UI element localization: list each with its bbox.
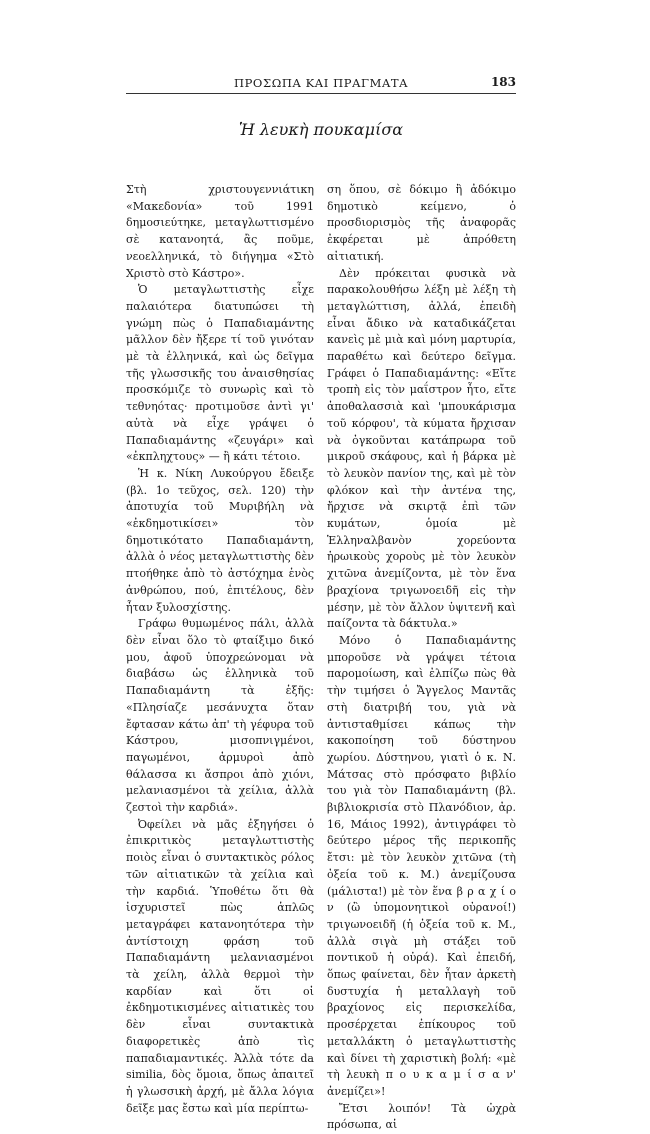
- paragraph: Ἡ κ. Νίκη Λυκούργου ἔδειξε (βλ. 1ο τεῦχος, σελ. 120) τὴν ἀποτυχία τοῦ Μυριβήλη νὰ «ἐκδημοτικίσει» τὸν δημοτικότατο Παπαδιαμάντη, ἀλλὰ ὁ νέος μεταγλωττιστὴς δὲν πτοήθηκε ἀπὸ τὸ ἀστόχημα ἑνὸς ἀνθρώπου, πού, ἐπιτέλους, δὲν ἦταν ξυλοσχίστης.: [126, 466, 314, 614]
- left-column: [126, 182, 314, 1117]
- paragraph: ση ὅπου, σὲ δόκιμο ἢ ἀδόκιμο δημοτικὸ κείμενο, ὁ προσδιορισμὸς τῆς ἀναφορᾶς ἐκφέρεται μὲ ἀπρόθετη αἰτιατική.: [327, 183, 516, 263]
- paragraph: Δὲν πρόκειται φυσικὰ νὰ παρακολουθήσω λέξη μὲ λέξη τὴ μεταγλώττιση, ἀλλά, ἐπειδὴ εἶναι ἄδικο νὰ καταδικάζεται κανεὶς μὲ μιὰ καὶ μόνη μαρτυρία, παραθέτω καὶ δεύτερο δεῖγμα. Γράφει ὁ Παπαδιαμάντης: «Εἴτε τροπὴ εἰς τὸν μαΐστρον ἦτο, εἴτε ἀποθαλασσιὰ καὶ 'μπουκάρισμα τοῦ κόρφου', τὰ κύματα ἤρχισαν νὰ ὀγκοῦνται κατάπρωρα τοῦ μικροῦ σκάφους, καὶ ἡ βάρκα μὲ τὸ λευκὸν πανίον της, καὶ μὲ τὸν φλόκον καὶ τὴν ἀντένα της, ἤρχισε νὰ σκιρτᾷ ἐπὶ τῶν κυμάτων, ὁμοία μὲ Ἑλληναλβανὸν χορεύοντα ἡρωικοὺς χοροὺς μὲ τὸν λευκὸν χιτῶνα ἀνεμίζοντα, μὲ τὸν ἕνα βραχίονα τριγωνοειδῆ εἰς τὴν μέσην, μὲ τὸν ἄλλον ὑψιτενῆ καὶ παίζοντα τὰ δάκτυλα.»: [327, 266, 516, 631]
- running-header: [126, 72, 516, 94]
- paragraph: Μόνο ὁ Παπαδιαμάντης μποροῦσε νὰ γράψει τέτοια παρομοίωση, καὶ ἐλπίζω πὼς θὰ τὴν τιμήσει ὁ Ἄγγελος Μαντᾶς στὴ διατριβή του, γιὰ νὰ ἀντισταθμίσει κάπως τὴν κακοποίηση τοῦ δύστηνου χωρίου. Δύστηνου, γιατὶ ὁ κ. Ν. Μάτσας στὸ πρόσφατο βιβλίο του γιὰ τὸν Παπαδιαμάντη (βλ. βιβλιοκρισία στὸ Πλανόδιον, ἀρ. 16, Μάιος 1992), ἀντιγράφει τὸ δεύτερο μέρος τῆς περικοπῆς ἔτσι: μὲ τὸν λευκὸν χιτῶνα (τὴ ὀξεία τοῦ κ. Μ.) ἀνεμίζουσα (μάλιστα!) μὲ τὸν ἕνα β ρ α χ ί ο ν (ὢ ὑπομονητικοὶ οὐρανοί!) τριγωνοειδῆ (ἡ ὀξεία τοῦ κ. Μ., ἀλλὰ σιγὰ μὴ στάξει τοῦ ποντικοῦ ἡ οὐρά). Καὶ ἐπειδή, ὅπως φαίνεται, δὲν ἦταν ἀρκετὴ δυστυχία ἡ μεταλλαγὴ τοῦ βραχίονος εἰς περισκελίδα, προσέρχεται ἐπίκουρος τοῦ μεταλλάκτη ὁ μεταγλωττιστὴς καὶ δίνει τὴ χαριστικὴ βολή: «μὲ τὴ λευκὴ π ο υ κ α μ ί σ α ν' ἀνεμίζει»!: [327, 633, 516, 1098]
- article-title: Ἡ λευκὴ πουκαμίσα: [238, 120, 404, 139]
- header-rule: [126, 93, 516, 94]
- paragraph: Ἔτσι λοιπόν! Τὰ ὠχρὰ πρόσωπα, αἱ: [327, 1101, 516, 1132]
- paragraph: Ὁ μεταγλωττιστὴς εἶχε παλαιότερα διατυπώσει τὴ γνώμη πὼς ὁ Παπαδιαμάντης μᾶλλον δὲν ἤξερε τί τοῦ γινόταν μὲ τὰ ἑλληνικά, καὶ ὡς δεῖγμα τῆς γλωσσικῆς του ἀναισθησίας προσκόμιζε τὸ συνωρὶς καὶ τὸ τεθνηότας· προτιμοῦσε ἀντὶ γι' αὐτὰ νὰ εἶχε γράψει ὁ Παπαδιαμάντης «ζευγάρι» καὶ «ἐκπληχτους» — ἢ κάτι τέτοιο.: [126, 283, 314, 464]
- paragraph: Ὀφείλει νὰ μᾶς ἐξηγήσει ὁ ἐπικριτικὸς μεταγλωττιστὴς ποιὸς εἶναι ὁ συντακτικὸς ρόλος τῶν αἰτιατικῶν τὰ χείλια καὶ τὴν καρδιά. Ὑποθέτω ὅτι θὰ ἰσχυριστεῖ πὼς ἁπλῶς μεταγράφει κατανοητότερα τὴν ἀντίστοιχη φράση τοῦ Παπαδιαμάντη μελανιασμένοι τὰ χείλη, ἀλλὰ θερμοὶ τὴν καρδίαν καὶ ὅτι οἱ ἐκδημοτικισμένες αἰτιατικὲς του δὲν εἶναι συντακτικὰ διαφορετικὲς ἀπὸ τὶς παπαδιαμαντικές. Ἀλλὰ τότε da similia, δὸς ὅμοια, ὅπως ἀπαιτεῖ ἡ γλωσσικὴ ἀρχή, μὲ ἄλλα λόγια δεῖξε μας ἔστω καὶ μία περίπτω-: [126, 817, 314, 1115]
- paragraph: Γράφω θυμωμένος πάλι, ἀλλὰ δὲν εἶναι ὅλο τὸ φταίξιμο δικό μου, ἀφοῦ ὑποχρεώνομαι νὰ διαβάσω ὡς ἑλληνικὰ τοῦ Παπαδιαμάντη τὰ ἑξῆς: «Πλησίαζε μεσάνυχτα ὅταν ἔφτασαν κάτω ἀπ' τὴ γέφυρα τοῦ Κάστρου, μισοπνιγμένοι, παγωμένοι, ἁρμυροὶ ἀπὸ θάλασσα κι ἄσπροι ἀπὸ χιόνι, μελανιασμένοι τὰ χείλια, ἀλλὰ ζεστοὶ τὴν καρδιά».: [126, 617, 314, 815]
- running-title: ΠΡΟΣΩΠΑ ΚΑΙ ΠΡΑΓΜΑΤΑ: [233, 76, 409, 90]
- right-column: [327, 182, 516, 1134]
- page-number: 183: [490, 75, 516, 89]
- paragraph: Στὴ χριστουγεννιάτικη «Μακεδονία» τοῦ 1991 δημοσιεύτηκε, μεταγλωττισμένο σὲ κατανοητά, ἂς ποῦμε, νεοελληνικά, τὸ διήγημα «Στὸ Χριστὸ στὸ Κάστρο».: [126, 183, 314, 280]
